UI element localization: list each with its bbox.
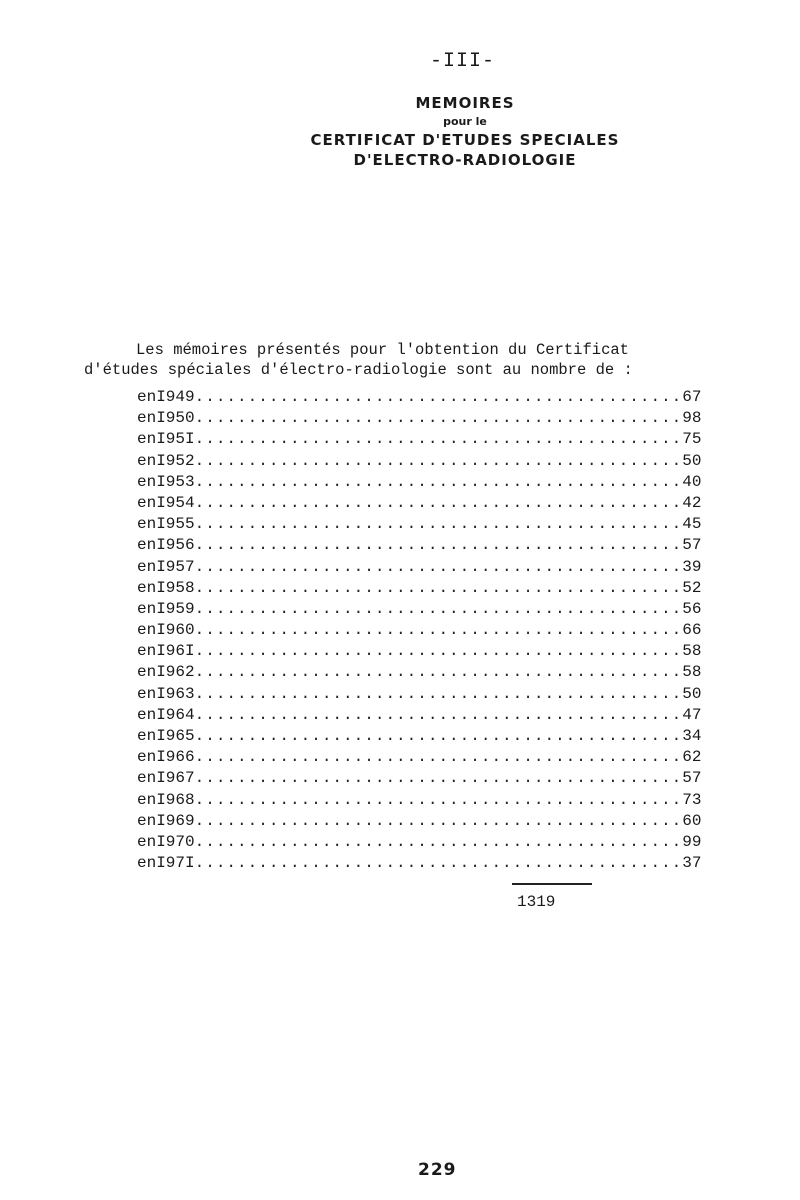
- leader-dots: ..............................................: [194, 790, 683, 809]
- year-row: [137, 811, 702, 833]
- leader-dots: ..............................................: [194, 684, 683, 703]
- page-number: 229: [418, 1160, 457, 1180]
- row-count: 37: [682, 854, 702, 873]
- year-row: [137, 409, 702, 430]
- row-year: I970: [156, 832, 195, 851]
- leader-dots: ..............................................: [194, 430, 683, 449]
- leader-dots: ..............................................: [194, 557, 683, 576]
- row-prefix: en: [137, 663, 157, 682]
- row-year: I963: [156, 684, 195, 703]
- leader-dots: ..............................................: [194, 409, 683, 428]
- row-prefix: en: [137, 578, 157, 597]
- leader-dots: ..............................................: [194, 578, 683, 597]
- year-row: [137, 599, 702, 621]
- leader-dots: ..............................................: [194, 493, 683, 512]
- row-prefix: en: [137, 727, 157, 745]
- year-row: [137, 451, 702, 473]
- row-prefix: en: [137, 515, 157, 534]
- row-prefix: en: [137, 790, 157, 809]
- row-year: I952: [156, 451, 195, 470]
- leader-dots: ..............................................: [194, 854, 683, 873]
- year-row: [137, 748, 702, 769]
- row-prefix: en: [137, 705, 157, 724]
- row-prefix: en: [137, 472, 157, 491]
- year-row: [137, 557, 702, 579]
- row-prefix: en: [137, 451, 157, 470]
- row-count: 39: [682, 557, 702, 576]
- row-count: 47: [682, 705, 702, 724]
- heading-connector: pour le: [443, 115, 487, 128]
- heading-title: MEMOIRES: [415, 94, 515, 112]
- row-prefix: en: [137, 409, 157, 428]
- leader-dots: ..............................................: [194, 472, 683, 491]
- year-row: [137, 769, 702, 790]
- row-count: 58: [682, 663, 702, 682]
- row-year: I969: [156, 811, 195, 830]
- leader-dots: ..............................................: [194, 727, 683, 745]
- year-row: [137, 536, 702, 557]
- row-year: I965: [156, 727, 195, 745]
- leader-dots: ..............................................: [194, 769, 683, 788]
- row-year: I957: [156, 557, 195, 576]
- row-prefix: en: [137, 430, 157, 449]
- year-row: [137, 790, 702, 812]
- intro-line-1: Les mémoires présentés pour l'obtention du Certificat: [136, 341, 629, 359]
- row-count: 73: [682, 790, 702, 809]
- leader-dots: ..............................................: [194, 536, 683, 555]
- year-row: [137, 832, 702, 854]
- total-rule: [512, 883, 592, 885]
- row-prefix: en: [137, 811, 157, 830]
- row-prefix: en: [137, 536, 157, 555]
- row-year: I964: [156, 705, 195, 724]
- leader-dots: ..............................................: [194, 705, 683, 724]
- year-row: [137, 472, 702, 494]
- row-year: I962: [156, 663, 195, 682]
- intro-line-2: d'études spéciales d'électro-radiologie sont au nombre de :: [84, 361, 633, 379]
- year-row: [137, 388, 702, 409]
- row-prefix: en: [137, 621, 157, 640]
- row-count: 45: [682, 515, 702, 534]
- row-prefix: en: [137, 854, 157, 873]
- row-count: 42: [682, 493, 702, 512]
- row-year: I949: [156, 388, 195, 406]
- row-count: 58: [682, 642, 702, 661]
- year-row: [137, 515, 702, 536]
- year-row: [137, 727, 702, 748]
- row-count: 57: [682, 536, 702, 555]
- year-row: [137, 663, 702, 684]
- row-count: 52: [682, 578, 702, 597]
- row-prefix: en: [137, 769, 157, 788]
- row-year: I958: [156, 578, 195, 597]
- row-year: I956: [156, 536, 195, 555]
- row-count: 34: [682, 727, 702, 745]
- year-row: [137, 854, 702, 875]
- heading-line-2: D'ELECTRO-RADIOLOGIE: [353, 151, 577, 169]
- row-count: 75: [682, 430, 702, 449]
- row-year: I959: [156, 599, 195, 618]
- row-count: 60: [682, 811, 702, 830]
- row-year: I97I: [156, 854, 195, 873]
- row-year: I968: [156, 790, 195, 809]
- section-number: -III-: [430, 50, 496, 73]
- row-year: I960: [156, 621, 195, 640]
- year-row: [137, 642, 702, 663]
- row-count: 50: [682, 684, 702, 703]
- year-row: [137, 705, 702, 727]
- row-year: I96I: [156, 642, 195, 661]
- row-count: 56: [682, 599, 702, 618]
- row-count: 57: [682, 769, 702, 788]
- leader-dots: ..............................................: [194, 388, 683, 406]
- leader-dots: ..............................................: [194, 832, 683, 851]
- row-prefix: en: [137, 642, 157, 661]
- leader-dots: ..............................................: [194, 515, 683, 534]
- leader-dots: ..............................................: [194, 642, 683, 661]
- heading-block: [250, 92, 680, 170]
- yearly-count-list: [137, 388, 702, 875]
- row-prefix: en: [137, 493, 157, 512]
- row-prefix: en: [137, 748, 157, 767]
- row-prefix: en: [137, 388, 157, 406]
- row-count: 98: [682, 409, 702, 428]
- row-count: 50: [682, 451, 702, 470]
- row-year: I955: [156, 515, 195, 534]
- leader-dots: ..............................................: [194, 621, 683, 640]
- year-row: [137, 430, 702, 451]
- intro-paragraph: [84, 340, 724, 380]
- leader-dots: ..............................................: [194, 599, 683, 618]
- row-year: I953: [156, 472, 195, 491]
- year-row: [137, 578, 702, 600]
- row-year: I950: [156, 409, 195, 428]
- row-count: 40: [682, 472, 702, 491]
- year-row: [137, 684, 702, 706]
- heading-line-1: CERTIFICAT D'ETUDES SPECIALES: [310, 131, 620, 149]
- row-prefix: en: [137, 557, 157, 576]
- row-year: I954: [156, 493, 195, 512]
- row-year: I967: [156, 769, 195, 788]
- row-year: I95I: [156, 430, 195, 449]
- leader-dots: ..............................................: [194, 451, 683, 470]
- row-count: 99: [682, 832, 702, 851]
- row-prefix: en: [137, 599, 157, 618]
- leader-dots: ..............................................: [194, 811, 683, 830]
- row-count: 62: [682, 748, 702, 767]
- year-row: [137, 621, 702, 642]
- leader-dots: ..............................................: [194, 663, 683, 682]
- row-prefix: en: [137, 832, 157, 851]
- row-year: I966: [156, 748, 195, 767]
- row-prefix: en: [137, 684, 157, 703]
- row-count: 67: [682, 388, 702, 406]
- total-value: 1319: [517, 893, 556, 911]
- year-row: [137, 493, 702, 515]
- row-count: 66: [682, 621, 702, 640]
- leader-dots: ..............................................: [194, 748, 683, 767]
